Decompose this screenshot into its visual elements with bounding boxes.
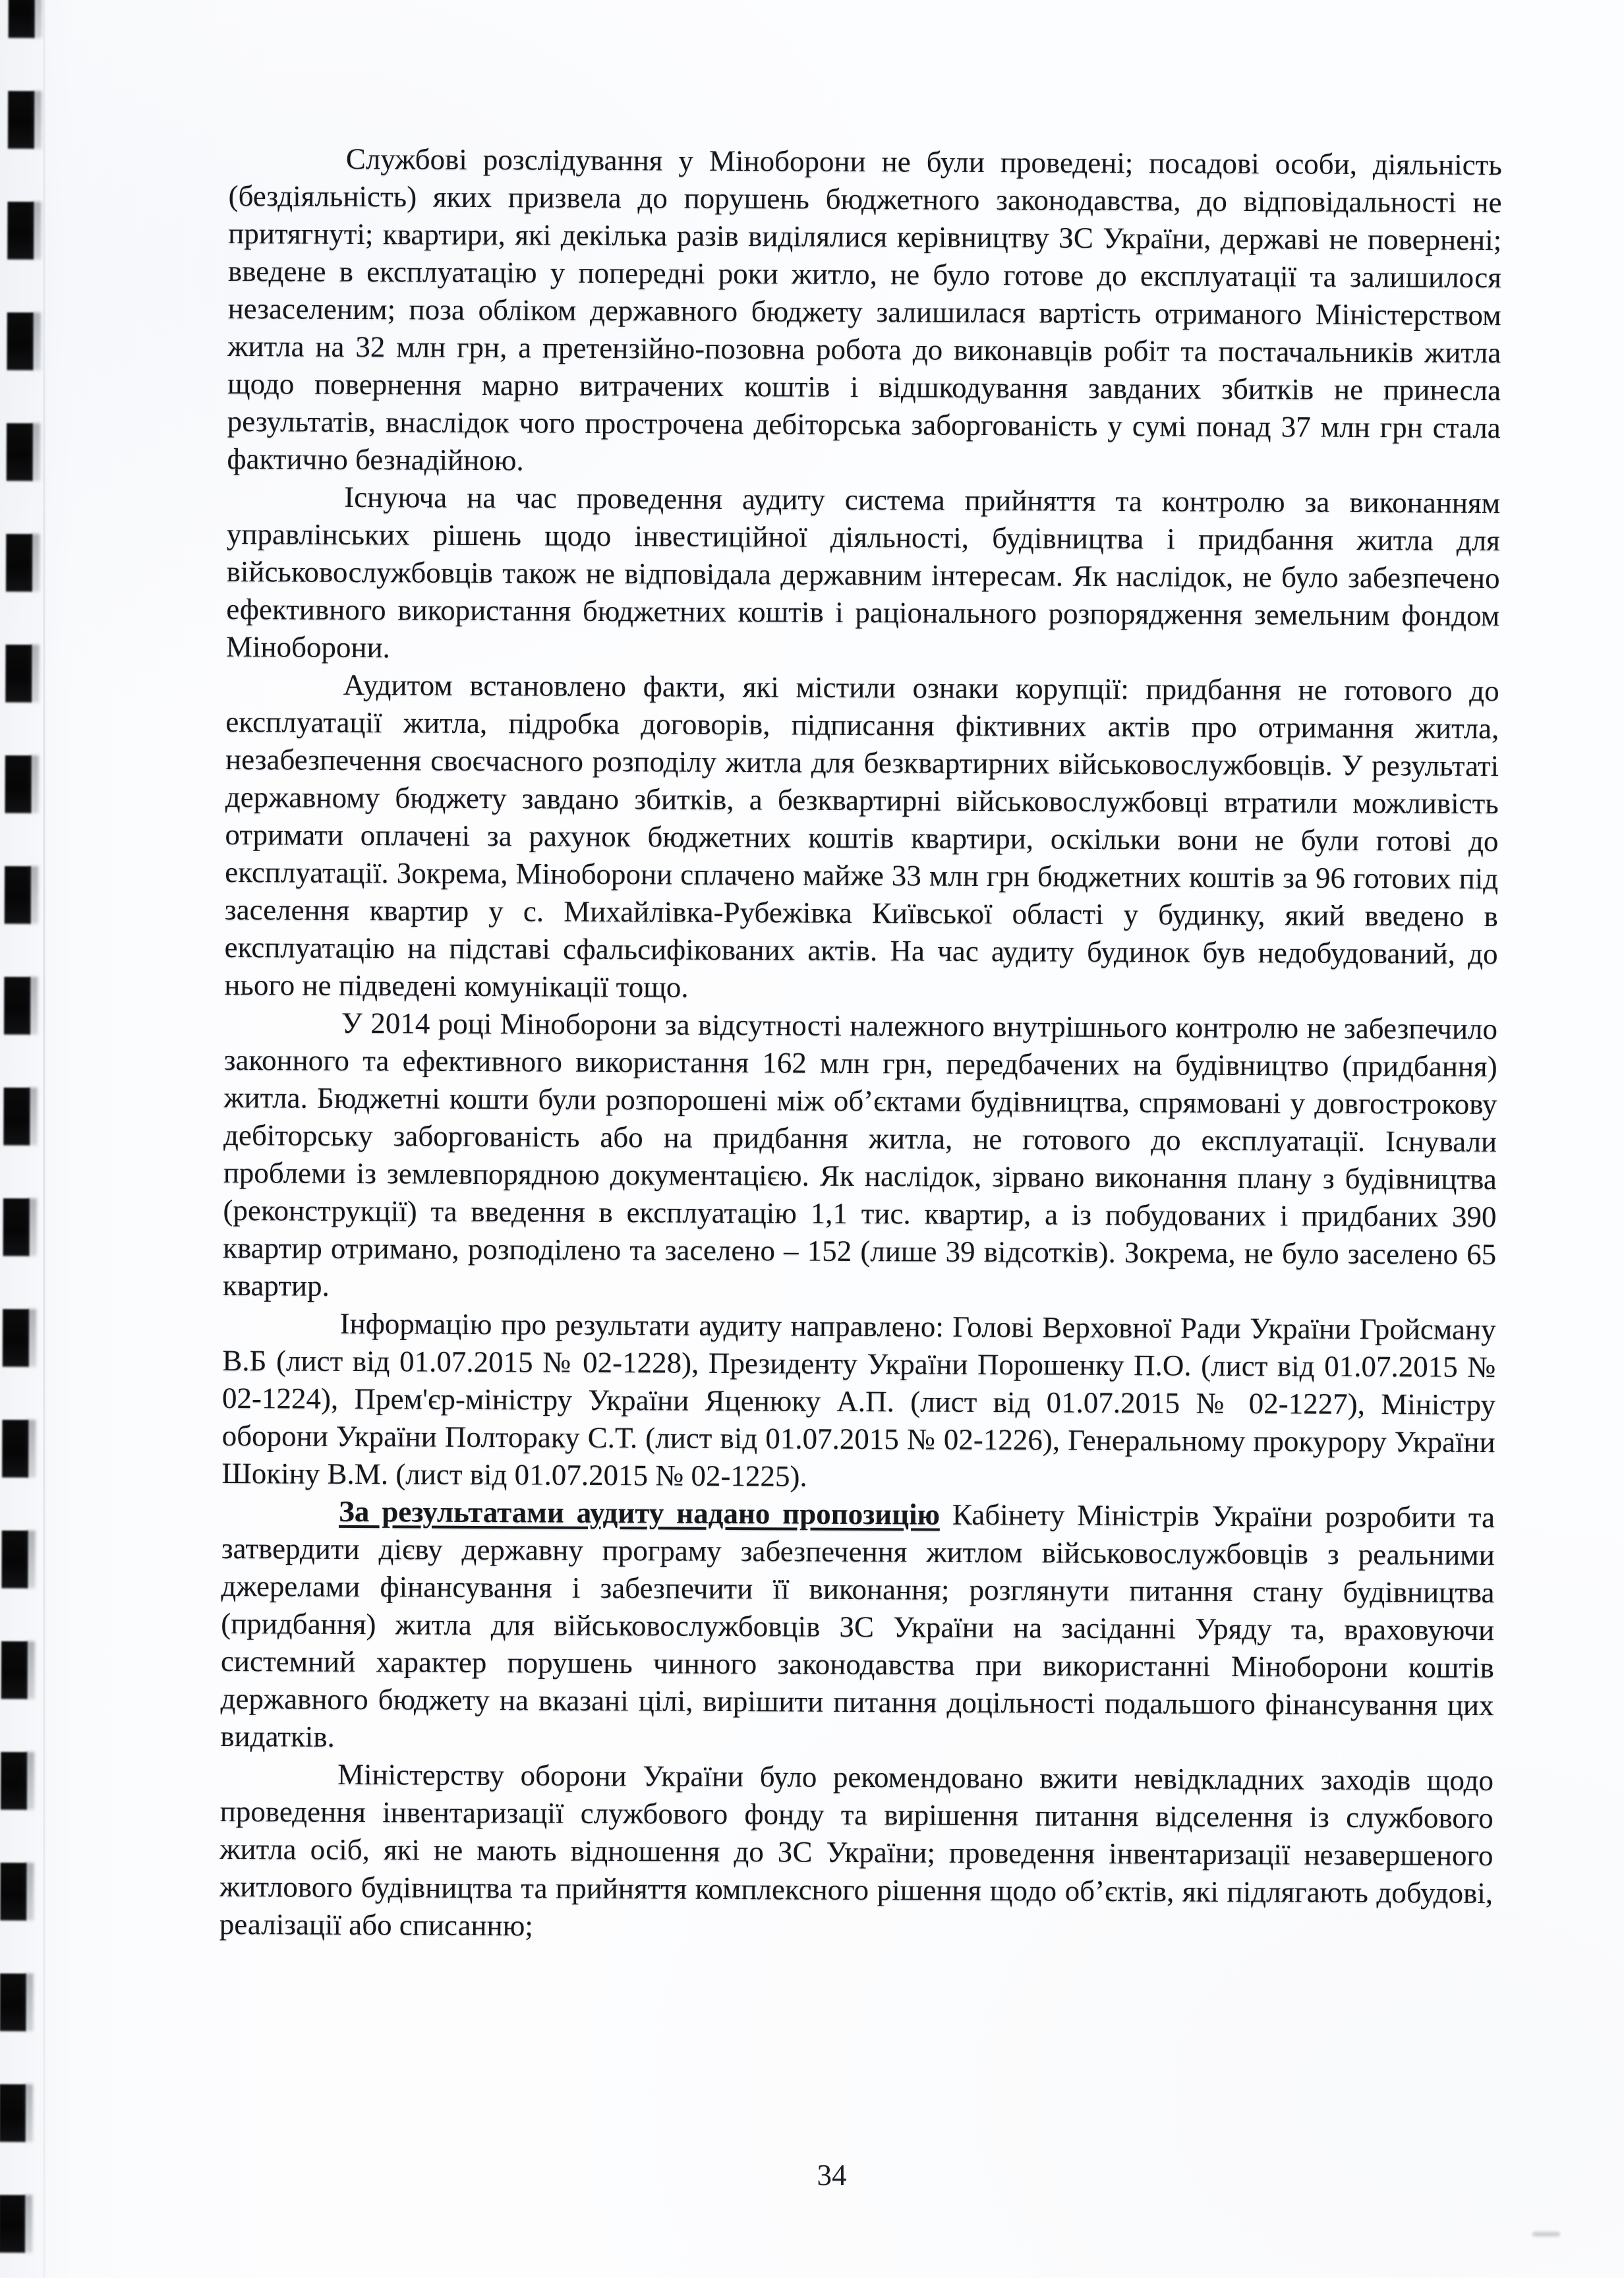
page-edge-shadow	[44, 0, 45, 2278]
paragraph-2014-funds: У 2014 році Міноборони за відсутності належного внутрішнього контролю не забезпечило законного та ефективного використання 162 млн грн, передбачених на будівництво (придбання) житла. Бюджетні кошти були розпорошені між об’єктами будівництва, спрямовані у довгострокову дебіторську заборгованість або на придбання житла, не готового до експлуатації. Існували проблеми із землевпорядною документацією. Як наслідок, зірвано виконання плану з будівництва (реконструкції) та введення в експлуатацію 1,1 тис. квартир, а із побудованих і придбаних 390 квартир отримано, розподілено та заселено – 152 (лише 39 відсотків). Зокрема, не було заселено 65 квартир.	[222, 1006, 1498, 1302]
document-body	[219, 140, 1502, 1950]
scan-smudge	[1532, 2232, 1560, 2236]
paragraph-service-investigations: Службові розслідування у Міноборони не були проведені; посадові особи, діяльність (бездіяльність) яких призвела до порушень бюджетного законодавства, до відповідальності не притягнуті; квартири, які декілька разів виділялися керівництву ЗС України, державі не повернені; введене в експлуатацію у попередні роки житло, не було готове до експлуатації та залишилося незаселеним; поза обліком державного бюджету залишилася вартість отриманого Міністерством житла на 32 млн грн, а претензійно-позовна робота до виконавців робіт та постачальників житла щодо повернення марно витрачених коштів і відшкодування завданих збитків не принесла результатів, внаслідок чого прострочена дебіторська заборгованість у сумі понад 37 млн грн стала фактично безнадійною.	[227, 142, 1502, 477]
page-number: 34	[817, 2159, 847, 2192]
paragraph-audit-letters: Інформацію про результати аудиту направлено: Голові Верховної Ради України Гройсману В.Б (лист від 01.07.2015 № 02-1228), Президенту України Порошенку П.О. (лист від 01.07.2015 № 02-1224), Прем'єр-міністру України Яценюку А.П. (лист від 01.07.2015 № 02-1227), Міністру оборони України Полтораку С.Т. (лист від 01.07.2015 № 02-1226), Генеральному прокурору України Шокіну В.М. (лист від 01.07.2015 № 02-1225).	[221, 1306, 1496, 1493]
paragraph-mod-recommendations: Міністерству оборони України було рекомендовано вжити невідкладних заходів щодо проведення інвентаризації службового фонду та вирішення питання відселення із службового житла осіб, які не мають відношення до ЗС України; проведення інвентаризації незавершеного житлового будівництва та прийняття комплексного рішення щодо об’єктів, які підлягають добудові, реалізації або списанню;	[219, 1757, 1494, 1942]
paragraph-control-system: Існуюча на час проведення аудиту система прийняття та контролю за виконанням управлінських рішень щодо інвестиційної діяльності, будівництва і придбання житла для військовослужбовців також не відповідала державним інтересам. Як наслідок, не було забезпечено ефективного використання бюджетних коштів і раціонального розпорядження земельним фондом Міноборони.	[225, 480, 1501, 664]
paragraph-corruption-facts: Аудитом встановлено факти, які містили ознаки корупції: придбання не готового до експлуатації житла, підробка договорів, підписання фіктивних актів про отримання житла, незабезпечення своєчасного розподілу житла для безквартирних військовослужбовців. У результаті державному бюджету завдано збитків, а безквартирні військовослужбовці втратили можливість отримати оплачені за рахунок бюджетних коштів квартири, оскільки вони не були готові до експлуатації. Зокрема, Міноборони сплачено майже 33 млн грн бюджетних коштів за 96 готових під заселення квартир у с. Михайлівка-Рубежівка Київської області у будинку, який введено в експлуатацію на підставі сфальсифікованих актів. На час аудиту будинок був недобудований, до нього не підведені комунікації тощо.	[224, 668, 1499, 1004]
audit-proposal-lead: За результатами аудиту надано пропозицію	[338, 1494, 941, 1531]
paragraph-audit-proposal	[220, 1492, 1495, 1762]
audit-proposal-rest: Кабінету Міністрів України розробити та затвердити дієву державну програму забезпечення житлом військовослужбовців з реальними джерелами фінансування і забезпечити її виконання; розглянути питання стану будівництва (придбання) житла для військовослужбовців ЗС України на засіданні Уряду та, враховуючи системний характер порушень чинного законодавства при використанні Міноборони коштів державного бюджету на вказані цілі, вирішити питання доцільності подальшого фінансування цих видатків.	[220, 1498, 1495, 1753]
